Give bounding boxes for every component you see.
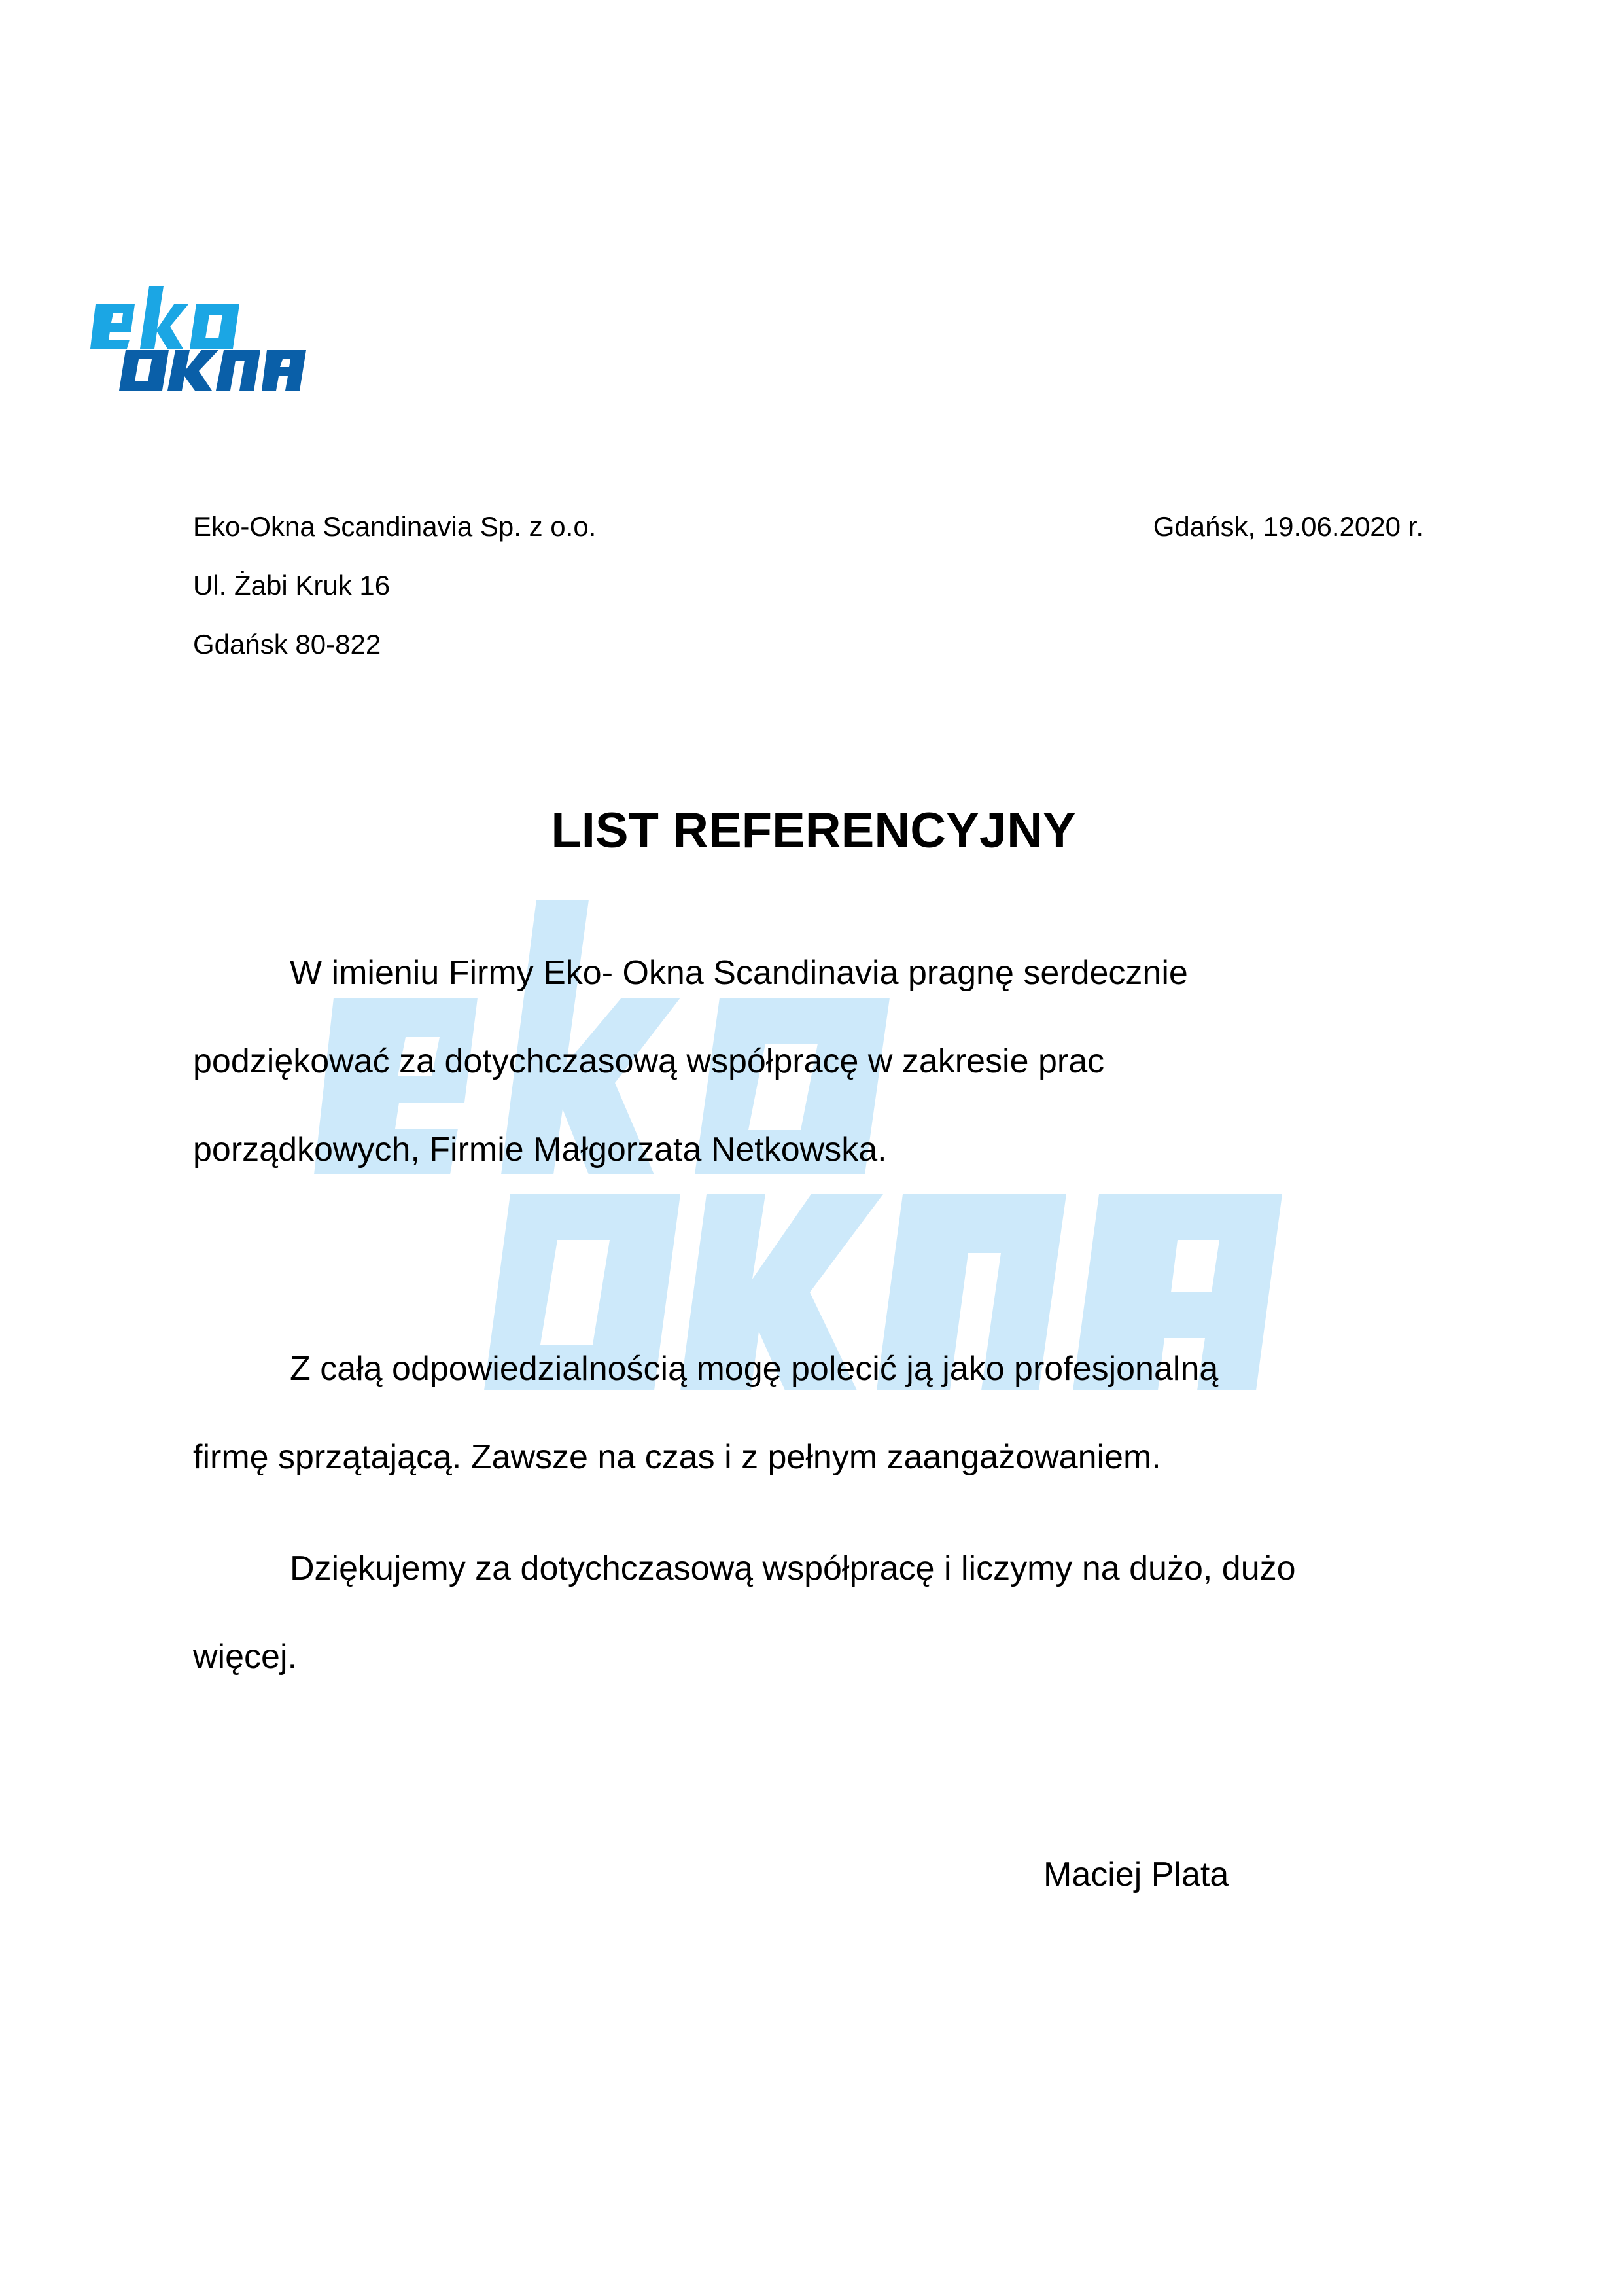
sender-street: Ul. Żabi Kruk 16 [193,570,391,601]
sender-company: Eko-Okna Scandinavia Sp. z o.o. [193,511,597,542]
letter-title: LIST REFERENCYJNY [551,803,1076,858]
paragraph-2 [193,1325,1423,1502]
paragraph-line: W imieniu Firmy Eko- Okna Scandinavia pragnę serdecznie [290,954,1188,992]
paragraph-line: podziękować za dotychczasową współpracę w zakresie prac [193,1042,1105,1080]
eko-okna-logo [84,272,306,393]
paragraph-line: porządkowych, Firmie Małgorzata Netkowska. [193,1131,887,1169]
paragraph-line: więcej. [193,1638,297,1676]
logo-okna-letters [119,350,306,391]
letter-date: Gdańsk, 19.06.2020 r. [1153,511,1423,542]
logo-eko-letters [90,286,239,349]
signature-name: Maciej Plata [1043,1856,1229,1894]
paragraph-line: firmę sprzątającą. Zawsze na czas i z pełnym zaangażowaniem. [193,1438,1161,1476]
paragraph-line: Dziękujemy za dotychczasową współpracę i liczymy na dużo, dużo [290,1549,1296,1587]
sender-address [193,497,596,674]
sender-city: Gdańsk 80-822 [193,629,381,660]
paragraph-line: Z całą odpowiedzialnością mogę polecić ją jako profesjonalną [290,1350,1219,1388]
paragraph-1 [193,929,1423,1194]
paragraph-3 [193,1525,1423,1701]
